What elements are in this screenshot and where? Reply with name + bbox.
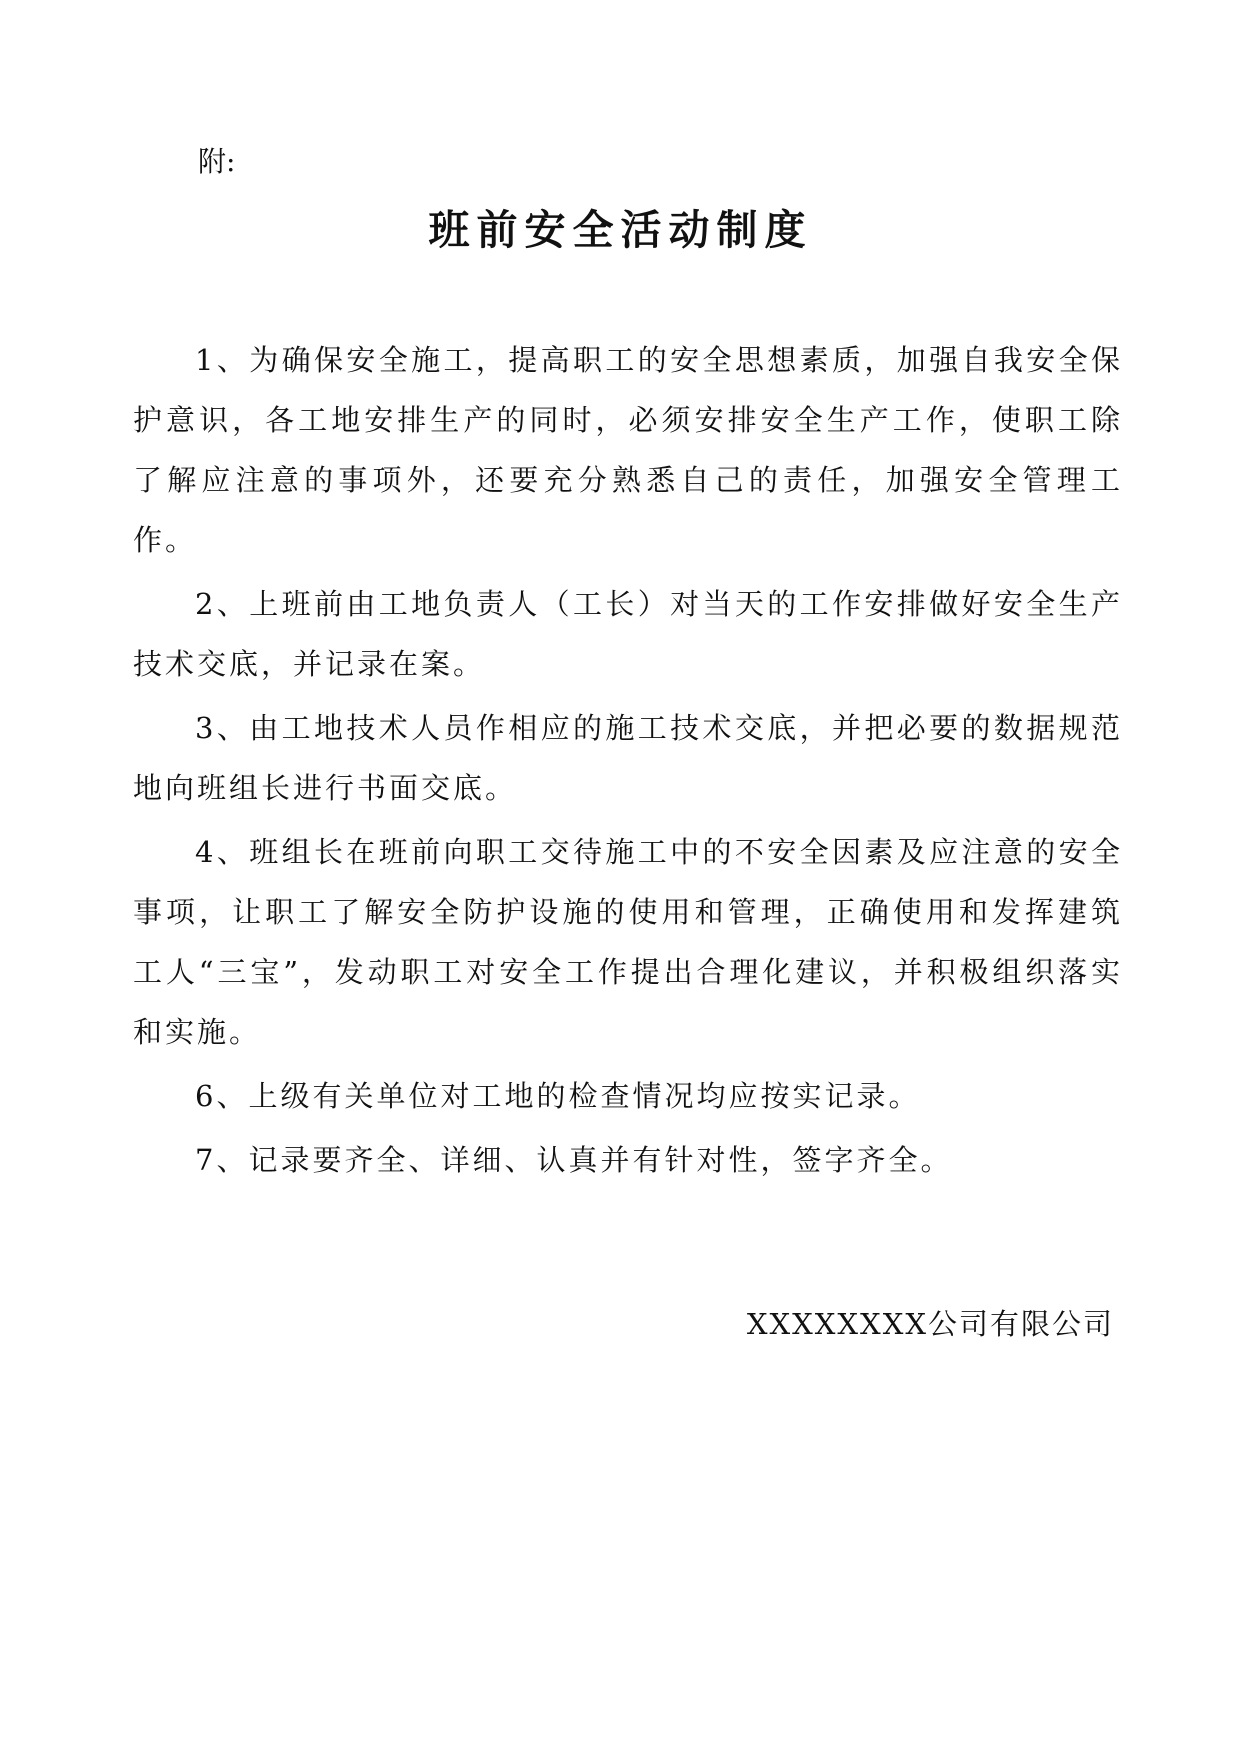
document-body xyxy=(133,330,1123,1194)
document-title: 班前安全活动制度 xyxy=(428,206,813,254)
paragraph-6: 6、上级有关单位对工地的检查情况均应按实记录。 xyxy=(195,1079,921,1113)
paragraph-7: 7、记录要齐全、详细、认真并有针对性，签字齐全。 xyxy=(195,1143,953,1177)
attachment-label: 附: xyxy=(198,145,236,178)
company-signature: XXXXXXXX公司有限公司 xyxy=(746,1307,1114,1341)
paragraph-3: 3、由工地技术人员作相应的施工技术交底，并把必要的数据规范地向班组长进行书面交底。 xyxy=(133,711,1123,805)
paragraph-4: 4、班组长在班前向职工交待施工中的不安全因素及应注意的安全事项，让职工了解安全防护设施的使用和管理，正确使用和发挥建筑工人“三宝”，发动职工对安全工作提出合理化建议，并积极组织落实和实施。 xyxy=(133,835,1123,1049)
paragraph-1: 1、为确保安全施工，提高职工的安全思想素质，加强自我安全保护意识，各工地安排生产的同时，必须安排安全生产工作，使职工除了解应注意的事项外，还要充分熟悉自己的责任，加强安全管理工作。 xyxy=(133,343,1123,557)
paragraph-2: 2、上班前由工地负责人（工长）对当天的工作安排做好安全生产技术交底，并记录在案。 xyxy=(133,587,1123,681)
